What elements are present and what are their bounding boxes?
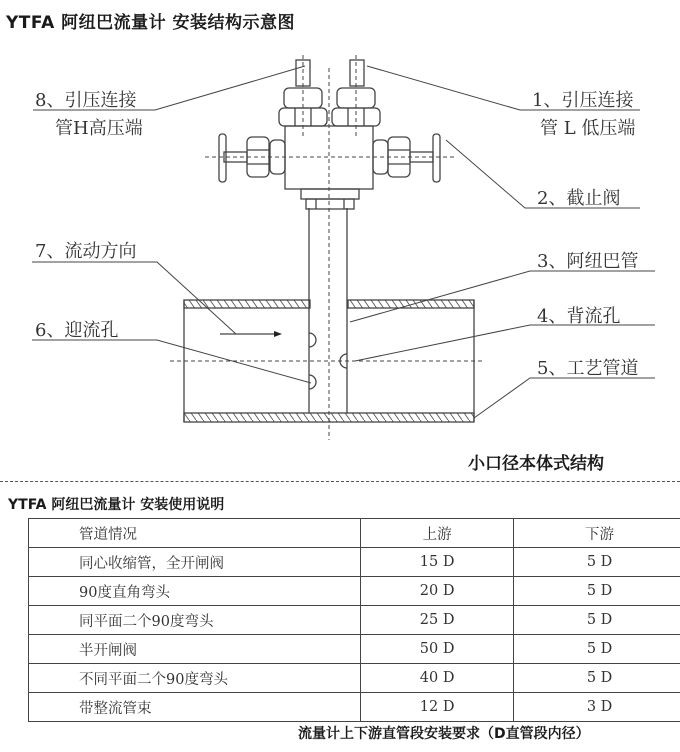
cell-downstream: 3 D: [514, 693, 680, 722]
cell-downstream: 5 D: [514, 548, 680, 577]
cell-condition: 半开闸阀: [29, 635, 361, 664]
table-row: [29, 548, 680, 577]
cell-condition: 带整流管束: [29, 693, 361, 722]
table-footer-note: 流量计上下游直管段安装要求（D直管段内径）: [298, 726, 590, 742]
annubar-tube: [309, 208, 347, 413]
cell-downstream: 5 D: [514, 635, 680, 664]
installation-requirements-table: [28, 518, 680, 722]
label-5: 5、工艺管道: [537, 358, 639, 379]
label-6: 6、迎流孔: [35, 320, 119, 341]
header-upstream: 上游: [361, 519, 514, 548]
cell-condition: 同心收缩管，全开闸阀: [29, 548, 361, 577]
label-3: 3、阿纽巴管: [537, 251, 639, 272]
cell-upstream: 25 D: [361, 606, 514, 635]
label-2: 2、截止阀: [537, 188, 621, 209]
cell-condition: 90度直角弯头: [29, 577, 361, 606]
cell-condition: 同平面二个90度弯头: [29, 606, 361, 635]
cell-upstream: 20 D: [361, 577, 514, 606]
label-8-line2: 管H高压端: [55, 118, 143, 139]
header-downstream: 下游: [514, 519, 680, 548]
label-4: 4、背流孔: [537, 306, 621, 327]
cell-upstream: 15 D: [361, 548, 514, 577]
cell-downstream: 5 D: [514, 606, 680, 635]
label-1-line2: 管 L 低压端: [540, 118, 636, 139]
cell-upstream: 40 D: [361, 664, 514, 693]
table-row: [29, 577, 680, 606]
cell-condition: 不同平面二个90度弯头: [29, 664, 361, 693]
label-7: 7、流动方向: [35, 241, 137, 262]
table-row: [29, 635, 680, 664]
structure-subtitle: 小口径本体式结构: [468, 454, 604, 474]
table-row: [29, 664, 680, 693]
label-1-line1: 1、引压连接: [532, 90, 634, 111]
table-title: YTFA 阿纽巴流量计 安装使用说明: [8, 497, 225, 513]
diagram-title: YTFA 阿纽巴流量计 安装结构示意图: [6, 13, 296, 33]
label-8-line1: 8、引压连接: [35, 90, 137, 111]
cell-downstream: 5 D: [514, 664, 680, 693]
dashed-separator: [0, 481, 680, 482]
table-header-row: [29, 519, 680, 548]
cell-upstream: 12 D: [361, 693, 514, 722]
cell-upstream: 50 D: [361, 635, 514, 664]
table-row: [29, 606, 680, 635]
table-row: [29, 693, 680, 722]
cell-downstream: 5 D: [514, 577, 680, 606]
header-pipe-condition: 管道情况: [29, 519, 361, 548]
